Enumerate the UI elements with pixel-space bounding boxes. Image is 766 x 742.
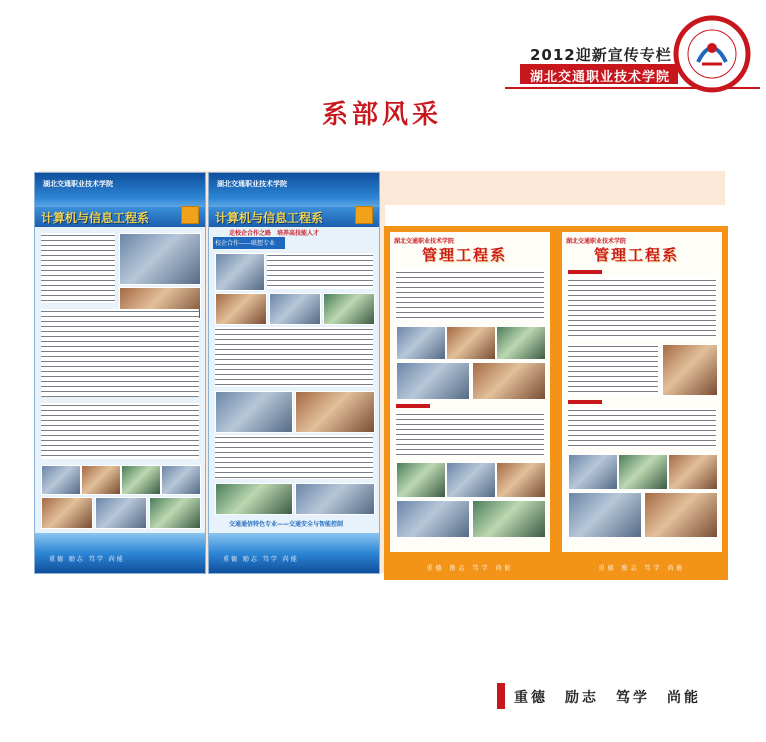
header-subtitle: 湖北交通职业技术学院: [530, 70, 671, 85]
board-body: [568, 270, 716, 542]
header-title: 2012迎新宣传专栏: [530, 46, 672, 64]
board-school-name: 湖北交通职业技术学院: [217, 180, 287, 188]
text-block: [568, 344, 658, 394]
classroom-photo: [295, 391, 375, 433]
board-heading: 管理工程系: [422, 246, 508, 264]
text-block: [41, 233, 115, 303]
text-block: [41, 403, 199, 459]
lab-photo: [41, 465, 81, 495]
activity-photo: [568, 454, 618, 490]
board-footer-band: [35, 533, 205, 573]
section-tag: [396, 404, 430, 408]
board-footer-motto: 重德 励志 笃学 尚能: [426, 565, 514, 572]
board-body: [41, 233, 199, 529]
board-body: [215, 253, 373, 529]
lab-photo: [161, 465, 201, 495]
event-photo: [496, 326, 546, 360]
cube-icon: [181, 206, 199, 224]
motto-accent-bar: [497, 683, 505, 709]
classroom-photo: [215, 391, 293, 433]
activity-photo: [95, 497, 147, 529]
board-footer-motto: 重德 励志 笃学 尚能: [598, 565, 686, 572]
board-footer-motto: 重德 励志 笃学 尚能: [49, 556, 125, 563]
board-management-1: [384, 226, 556, 580]
text-block: [215, 435, 373, 479]
board-footer-motto: 重德 励志 笃学 尚能: [223, 556, 299, 563]
lab-photo: [121, 465, 161, 495]
board-slogan: 走校企合作之路 培养高技能人才: [229, 230, 320, 237]
board-school-name: 湖北交通职业技术学院: [394, 238, 455, 245]
activity-photo: [568, 492, 642, 538]
board-heading: 计算机与信息工程系: [215, 211, 324, 225]
board-body: [396, 270, 544, 542]
text-block: [215, 327, 373, 387]
college-motto: 重德 励志 笃学 尚能: [514, 690, 701, 706]
text-block: [568, 408, 716, 448]
cube-icon: [355, 206, 373, 224]
event-photo: [446, 326, 496, 360]
text-block: [568, 278, 716, 338]
board-strip-text: 校企合作——联想专业: [215, 240, 276, 247]
activity-photo: [644, 492, 718, 538]
college-logo-icon: [672, 14, 752, 94]
text-block: [396, 412, 544, 456]
section-tag: [568, 270, 602, 274]
board-bottom-caption: 交通通信特色专业——交通安全与智能控制: [229, 521, 344, 528]
board-heading: 管理工程系: [594, 246, 680, 264]
lab-photo: [295, 483, 375, 515]
lab-photo: [215, 483, 293, 515]
activity-photo: [41, 497, 93, 529]
board-footer-band: [209, 533, 379, 573]
activity-photo: [149, 497, 201, 529]
activity-photo: [618, 454, 668, 490]
event-photo: [396, 326, 446, 360]
activity-photo: [396, 462, 446, 498]
building-photo: [119, 233, 201, 285]
event-photo: [396, 362, 470, 400]
event-photo: [472, 362, 546, 400]
section-title: 系部风采: [322, 100, 443, 130]
event-photo: [215, 293, 267, 325]
board-school-name: 湖北交通职业技术学院: [43, 180, 113, 188]
section-tag: [568, 400, 602, 404]
activity-photo: [668, 454, 718, 490]
activity-photo: [496, 462, 546, 498]
board-computer-info-2: [208, 172, 380, 574]
text-block: [267, 253, 373, 289]
board-management-2: [556, 226, 728, 580]
event-photo: [269, 293, 321, 325]
event-photo: [215, 253, 265, 291]
text-block: [41, 309, 199, 397]
activity-photo: [396, 500, 470, 538]
award-photo: [662, 344, 718, 396]
activity-photo: [446, 462, 496, 498]
board-school-name: 湖北交通职业技术学院: [566, 238, 627, 245]
event-photo: [323, 293, 375, 325]
activity-photo: [472, 500, 546, 538]
text-block: [396, 270, 544, 320]
lab-photo: [81, 465, 121, 495]
board-computer-info-1: [34, 172, 206, 574]
board-heading: 计算机与信息工程系: [41, 211, 150, 225]
